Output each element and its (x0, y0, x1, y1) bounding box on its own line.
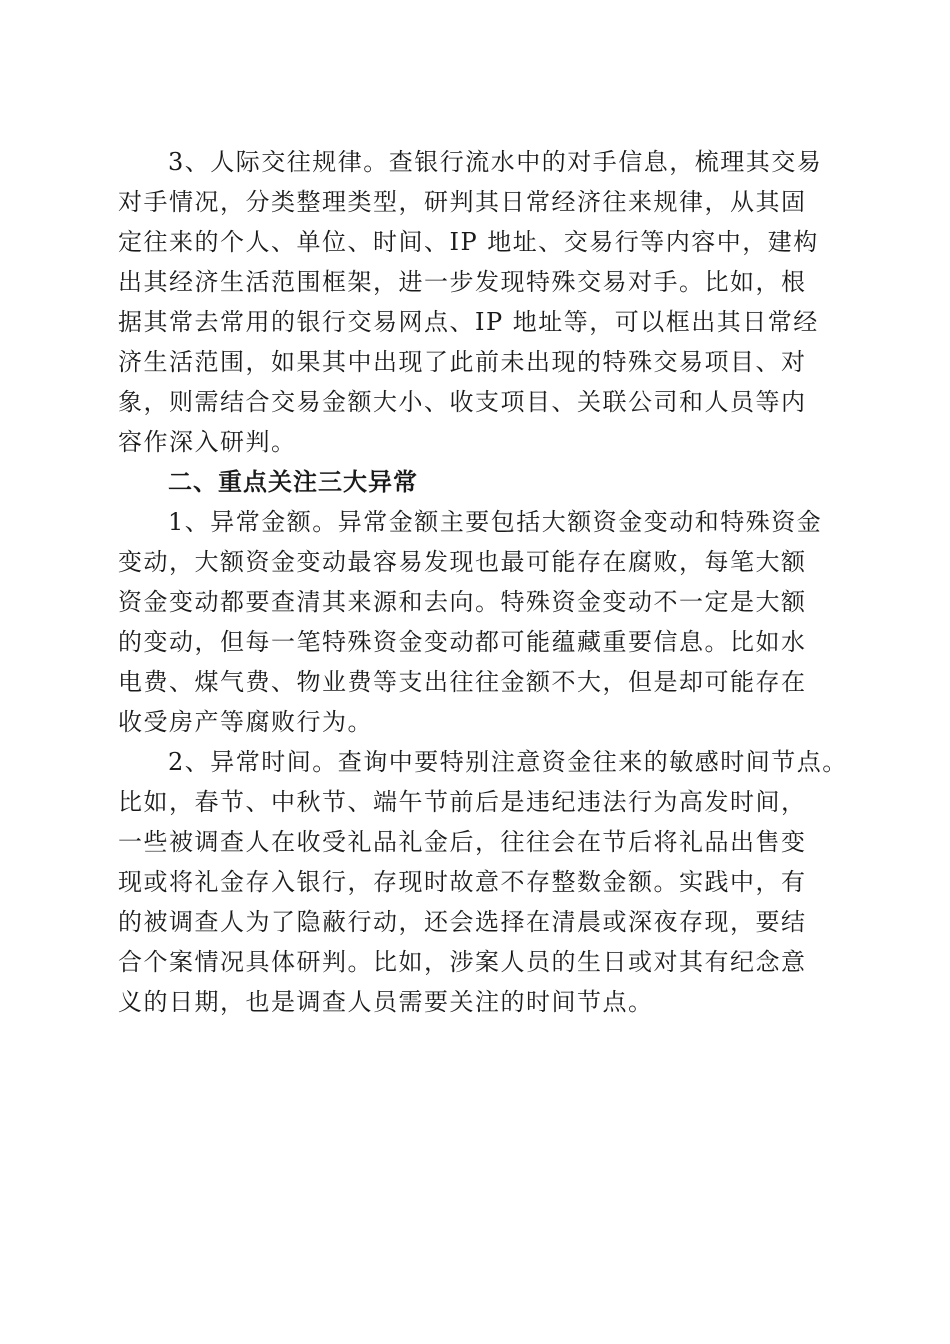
text-line: 1、异常金额。异常金额主要包括大额资金变动和特殊资金 (168, 508, 823, 536)
text-line: 合个案情况具体研判。比如，涉案人员的生日或对其有纪念意 (118, 948, 807, 976)
paragraph-interpersonal-pattern (118, 142, 834, 462)
section-heading: 二、重点关注三大异常 (168, 468, 418, 496)
text-line: 变动，大额资金变动最容易发现也最可能存在腐败，每笔大额 (118, 548, 807, 576)
text-line: 定往来的个人、单位、时间、IP 地址、交易行等内容中，建构 (118, 228, 819, 256)
paragraph-abnormal-time (118, 742, 848, 1022)
text-line: 象，则需结合交易金额大小、收支项目、关联公司和人员等内 (118, 388, 807, 416)
text-line: 出其经济生活范围框架，进一步发现特殊交易对手。比如，根 (118, 268, 807, 296)
text-line: 一些被调查人在收受礼品礼金后，往往会在节后将礼品出售变 (118, 828, 807, 856)
text-line: 收受房产等腐败行为。 (118, 708, 373, 736)
text-line: 现或将礼金存入银行，存现时故意不存整数金额。实践中，有 (118, 868, 807, 896)
text-line: 对手情况，分类整理类型，研判其日常经济往来规律，从其固 (118, 188, 807, 216)
text-line: 容作深入研判。 (118, 428, 297, 456)
text-line: 义的日期，也是调查人员需要关注的时间节点。 (118, 988, 654, 1016)
text-line: 的变动，但每一笔特殊资金变动都可能蕴藏重要信息。比如水 (118, 628, 807, 656)
paragraph-abnormal-amount (118, 502, 834, 742)
text-line: 资金变动都要查清其来源和去向。特殊资金变动不一定是大额 (118, 588, 807, 616)
document-body (118, 142, 848, 1022)
text-line: 济生活范围，如果其中出现了此前未出现的特殊交易项目、对 (118, 348, 807, 376)
text-line: 的被调查人为了隐蔽行动，还会选择在清晨或深夜存现，要结 (118, 908, 807, 936)
text-line: 比如，春节、中秋节、端午节前后是违纪违法行为高发时间， (118, 788, 807, 816)
text-line: 3、人际交往规律。查银行流水中的对手信息，梳理其交易 (168, 148, 823, 176)
text-line: 2、异常时间。查询中要特别注意资金往来的敏感时间节点。 (168, 748, 848, 776)
text-line: 据其常去常用的银行交易网点、IP 地址等，可以框出其日常经 (118, 308, 819, 336)
text-line: 电费、煤气费、物业费等支出往往金额不大，但是却可能存在 (118, 668, 807, 696)
